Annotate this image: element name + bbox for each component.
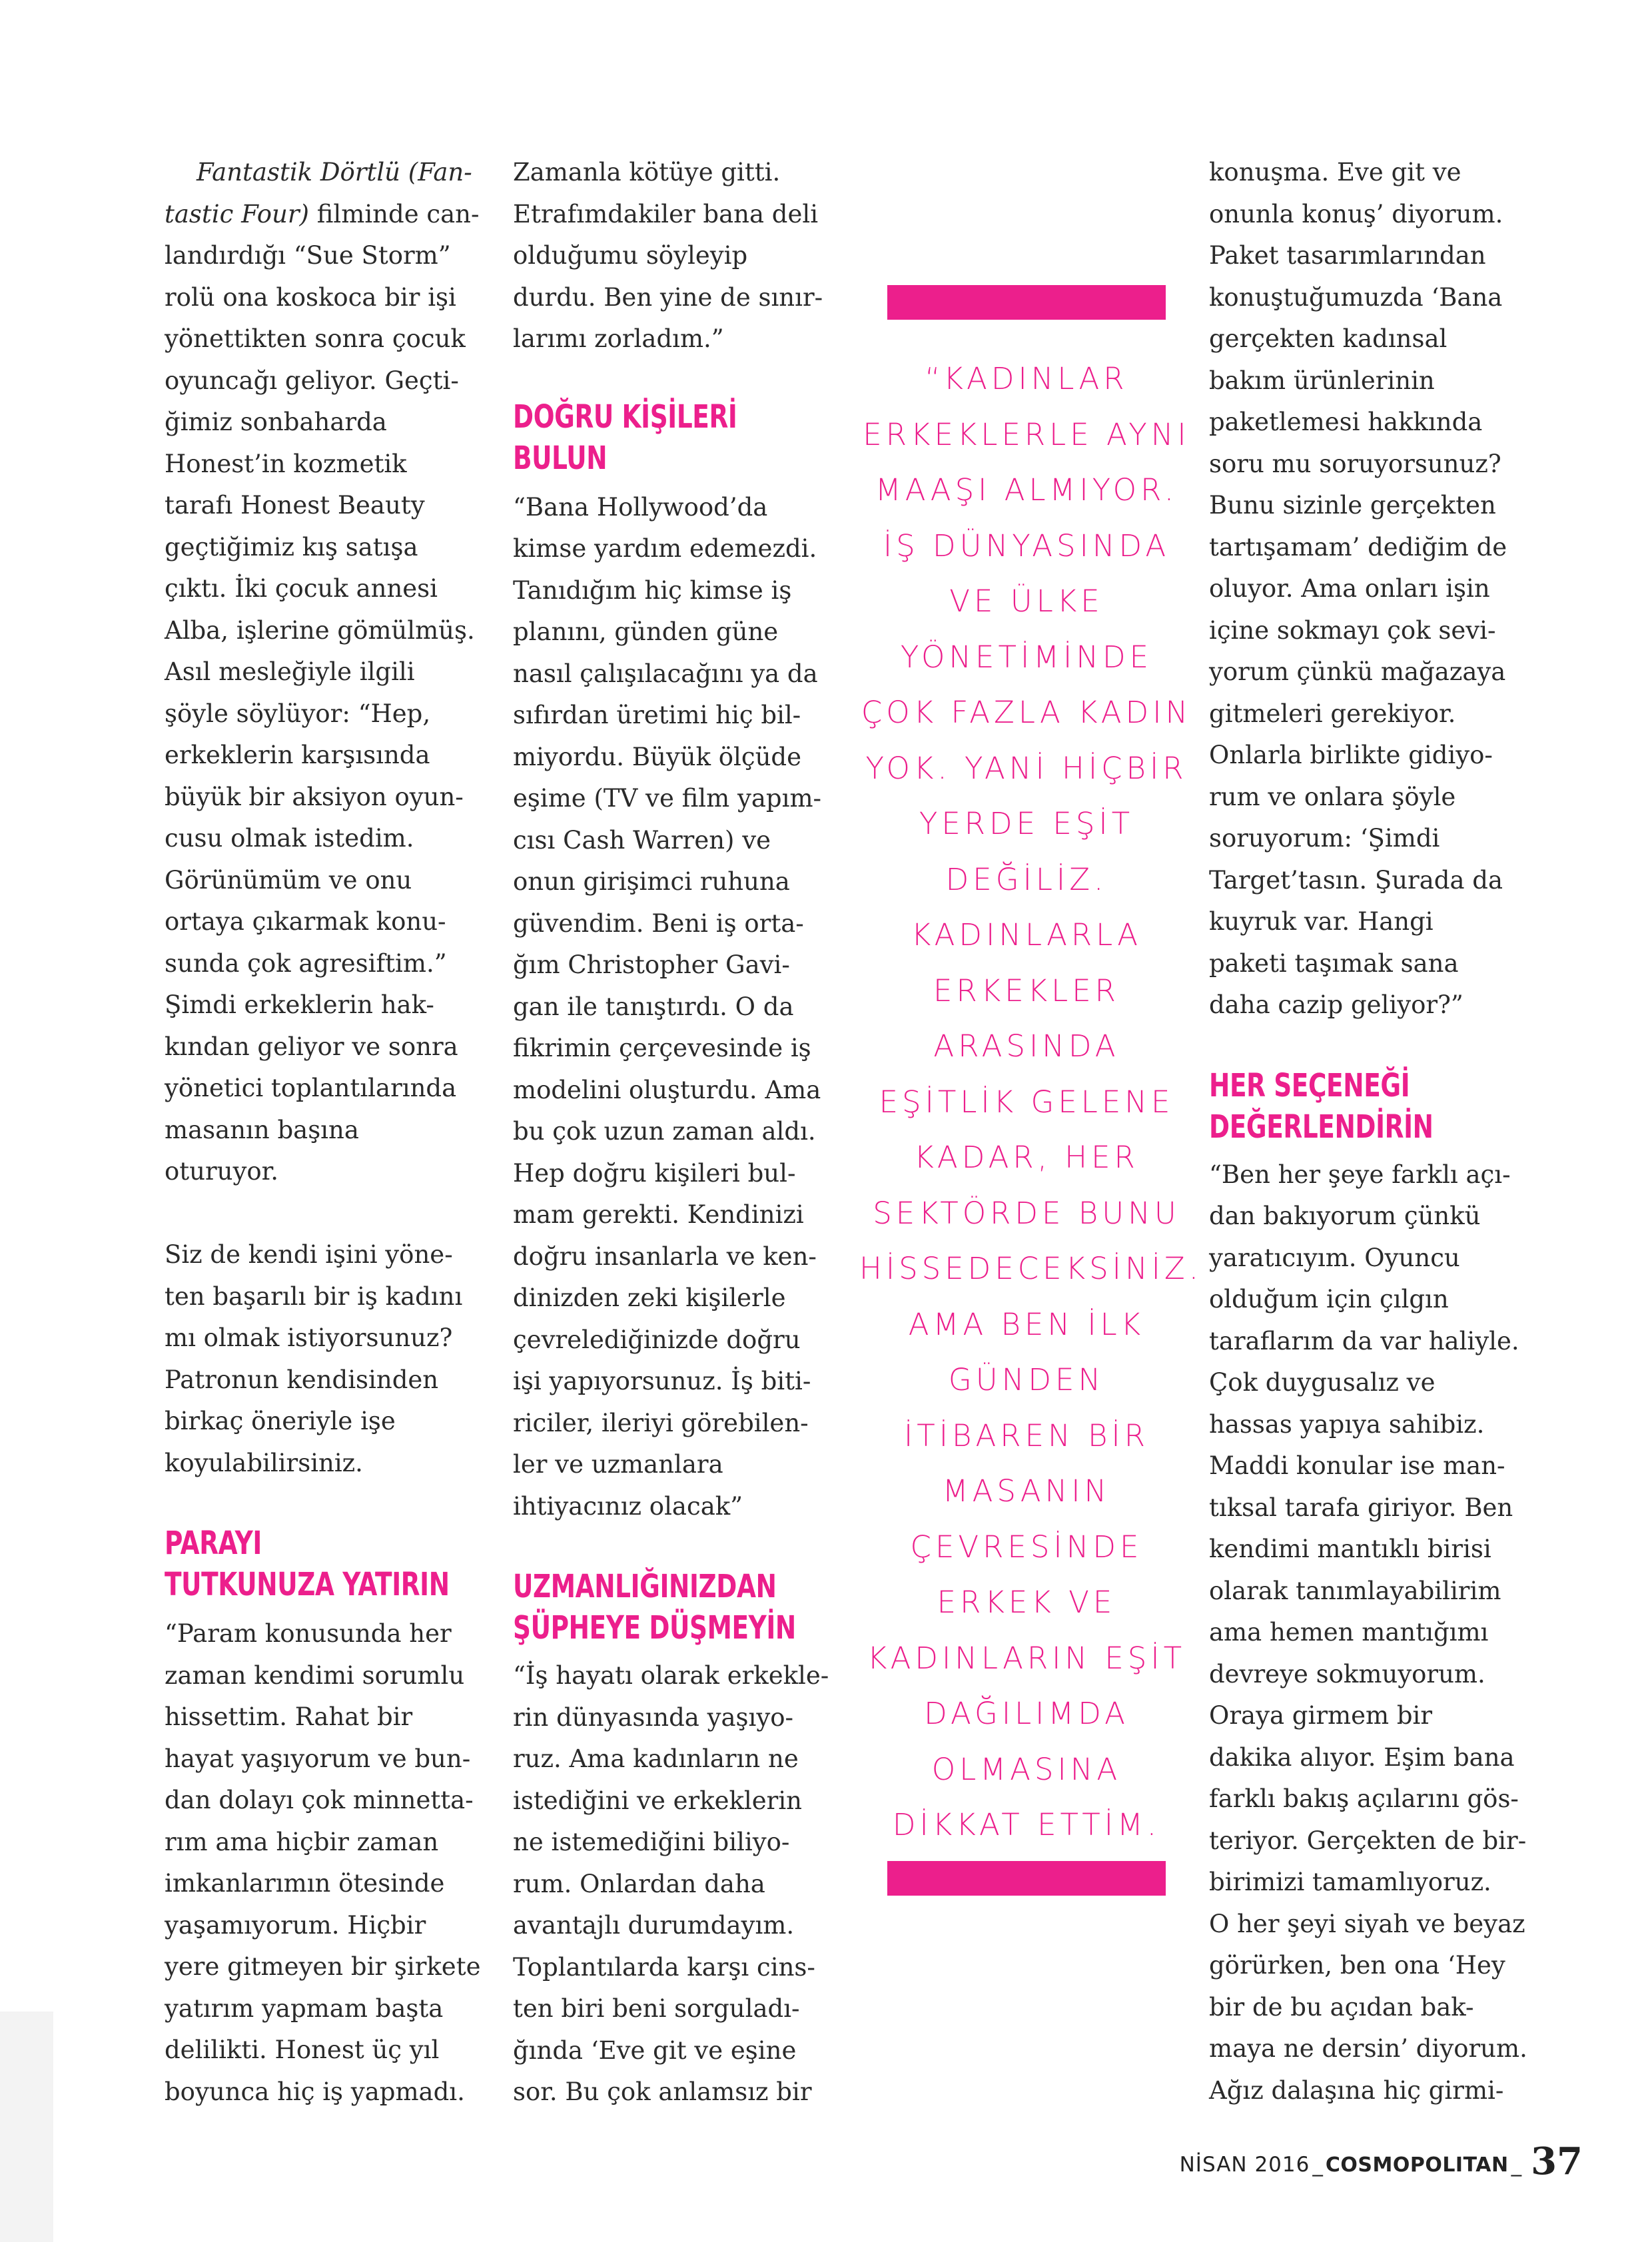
text-line: boyunca hiç iş yapmadı. [165, 2077, 465, 2106]
pullquote-line: KADINLARLA [911, 917, 1142, 952]
text-line: kimse yardım edemezdi. [513, 534, 817, 563]
pullquote-line: KADAR, HER [914, 1140, 1139, 1175]
paragraph-invitation [165, 1234, 478, 1484]
pullquote-line: DİKKAT ETTİM. [892, 1807, 1161, 1842]
column-1 [165, 152, 481, 2113]
text-run: oyuncağı geliyor. Geçti- [165, 366, 459, 395]
subheading-line: ŞÜPHEYE DÜŞMEYİN [513, 1609, 796, 1647]
text-line: miyordu. Büyük ölçüde [513, 742, 801, 771]
paragraph-money [165, 1613, 481, 2113]
text-line: “Bana Hollywood’da [513, 492, 768, 522]
subheading-line: HER SEÇENEĞİ [1209, 1066, 1410, 1104]
text-run: tarafı Honest Beauty [165, 491, 425, 520]
text-run: Görünümüm ve onu [165, 865, 412, 895]
text-line: bir de bu açıdan bak- [1209, 1992, 1474, 2022]
text-line: bu çok uzun zaman aldı. [513, 1117, 816, 1146]
text-line [165, 485, 478, 527]
text-line [165, 777, 478, 819]
text-line: Paket tasarımlarından [1209, 241, 1486, 270]
text-line: devreye sokmuyorum. [1209, 1659, 1485, 1688]
pullquote-line: MAAŞI ALMIYOR. [875, 472, 1178, 508]
text-run: cusu olmak istedim. [165, 824, 414, 853]
text-line [165, 1068, 478, 1110]
text-run: erkeklerin karşısında [165, 741, 430, 769]
pullquote-line: OLMASINA [931, 1751, 1122, 1787]
text-line: birkaç öneriyle işe [165, 1407, 396, 1435]
text-line: durdu. Ben yine de sınır- [513, 282, 823, 312]
text-line [165, 901, 478, 943]
text-line: konuşma. Eve git ve [1209, 158, 1461, 187]
text-line [165, 860, 478, 902]
text-line: nasıl çalışılacağını ya da [513, 659, 818, 688]
pullquote-line: ERKEK VE [937, 1585, 1116, 1620]
text-line: gitmeleri gerekiyor. [1209, 699, 1456, 728]
text-line: olduğum için çılgın [1209, 1285, 1449, 1313]
text-line: çevrelediğinizde doğru [513, 1325, 801, 1354]
text-run: yönettikten sonra çocuk [165, 324, 466, 353]
text-line: gan ile tanıştırdı. O da [513, 992, 794, 1021]
text-line: onunla konuş’ diyorum. [1209, 199, 1503, 228]
text-line: Ağız dalaşına hiç girmi- [1209, 2075, 1504, 2105]
page-edge-shadow [0, 2012, 53, 2242]
subheading-line: DOĞRU KİŞİLERİ [513, 398, 737, 436]
text-run: sunda çok agresiftim.” [165, 948, 447, 978]
text-run: ortaya çıkarmak konu- [165, 907, 446, 936]
text-run: büyük bir aksiyon oyun- [165, 782, 464, 811]
subheading-her-secenegi-degerlendirin [1209, 1065, 1522, 1148]
text-line: soruyorum: ‘Şimdi [1209, 824, 1440, 853]
subheading-line: TUTKUNUZA YATIRIN [165, 1566, 450, 1603]
text-line [165, 735, 478, 777]
text-line: birimizi tamamlıyoruz. [1209, 1868, 1491, 1896]
text-run: filminde can- [308, 199, 480, 228]
text-line: ama hemen mantığımı [1209, 1618, 1489, 1647]
folio-separator: _ [1312, 2153, 1323, 2177]
text-line: soru mu soruyorsunuz? [1209, 449, 1501, 478]
text-line: Siz de kendi işini yöne- [165, 1240, 453, 1269]
text-line: paketlemesi hakkında [1209, 408, 1483, 436]
pullquote-line: “KADINLAR [925, 361, 1128, 396]
text-line: Maddi konular ise man- [1209, 1451, 1505, 1480]
text-line: riciler, ileriyi görebilen- [513, 1408, 809, 1437]
text-line: teriyor. Gerçekten de bir- [1209, 1826, 1527, 1855]
text-line: taraflarım da var haliyle. [1209, 1326, 1519, 1355]
text-line: ğında ‘Eve git ve eşine [513, 2036, 797, 2065]
pullquote-line: ERKEKLER [933, 972, 1120, 1008]
pullquote-line: ÇEVRESİNDE [910, 1529, 1143, 1565]
text-line: kendimi mantıklı birisi [1209, 1535, 1491, 1563]
text-line: dakika alıyor. Eşim bana [1209, 1742, 1515, 1772]
page-folio [1180, 2139, 1583, 2183]
paragraph-packaging [1209, 152, 1522, 1026]
text-line [165, 818, 478, 860]
paragraph-right-people [513, 487, 826, 1528]
issue-month: NİSAN 2016 [1179, 2153, 1310, 2177]
text-line: avantajlı durumdayım. [513, 1911, 795, 1940]
text-line: ne istemediğini biliyo- [513, 1828, 790, 1856]
subheading-line: BULUN [513, 439, 608, 477]
pullquote-line: İŞ DÜNYASINDA [883, 528, 1170, 563]
text-line: yaratıcıyım. Oyuncu [1209, 1243, 1460, 1272]
pullquote-line: EŞİTLİK GELENE [879, 1084, 1174, 1120]
text-run: yönetici toplantılarında [165, 1074, 457, 1102]
text-line [165, 277, 478, 319]
text-run: Şimdi erkeklerin hak- [165, 990, 434, 1019]
text-line: güvendim. Beni iş orta- [513, 909, 804, 938]
pullquote-line: ERKEKLERLE AYNI [863, 416, 1190, 452]
text-line: kuyruk var. Hangi [1209, 907, 1434, 936]
subheading-uzmanliginizdan-supheye-dusmeyin [513, 1566, 826, 1649]
text-run: Asıl mesleğiyle ilgili [165, 657, 415, 686]
paragraph-perspectives [1209, 1154, 1527, 2112]
text-line: delilikti. Honest üç yıl [165, 2036, 440, 2064]
text-line: paketi taşımak sana [1209, 948, 1459, 978]
text-line [165, 693, 478, 735]
text-run: ğimiz sonbaharda [165, 408, 387, 436]
pullquote-line: ÇOK FAZLA KADIN [861, 695, 1192, 730]
text-line: imkanlarımın ötesinde [165, 1869, 445, 1898]
text-line [165, 444, 478, 486]
page-number: 37 [1531, 2139, 1583, 2183]
text-line: Patronun kendisinden [165, 1365, 439, 1394]
text-line: onun girişimci ruhuna [513, 867, 790, 896]
text-line: sıfırdan üretimi hiç bil- [513, 701, 801, 729]
paragraph-expertise [513, 1655, 829, 2113]
column-2 [513, 152, 829, 2113]
text-run: Honest’in kozmetik [165, 449, 407, 478]
text-line: sor. Bu çok anlamsız bir [513, 2077, 812, 2106]
text-line: dan dolayı çok minnetta- [165, 1786, 474, 1814]
pullquote-line: AMA BEN İLK [908, 1306, 1145, 1342]
text-run: çıktı. İki çocuk annesi [165, 574, 438, 603]
intro-paragraph [165, 152, 478, 1193]
pullquote [859, 351, 1203, 1853]
text-run: rolü ona koskoca bir işi [165, 282, 456, 312]
text-line [165, 1026, 478, 1068]
text-line: maya ne dersin’ diyorum. [1209, 2034, 1527, 2063]
text-line: işi yapıyorsunuz. İş biti- [513, 1367, 811, 1395]
column-4 [1209, 152, 1527, 2111]
text-line: tıksal tarafa giriyor. Ben [1209, 1493, 1513, 1522]
text-line: gerçekten kadınsal [1209, 324, 1447, 353]
text-line: Çok duygusalız ve [1209, 1368, 1436, 1397]
text-line [165, 1151, 478, 1193]
text-line [165, 194, 478, 236]
text-line: hayat yaşıyorum ve bun- [165, 1744, 471, 1773]
text-run: kından geliyor ve sonra [165, 1032, 458, 1061]
text-line: ler ve uzmanlara [513, 1450, 723, 1479]
text-line: istediğini ve erkeklerin [513, 1786, 803, 1815]
text-line: eşime (TV ve film yapım- [513, 784, 822, 813]
text-line: Target’tasın. Şurada da [1209, 865, 1503, 895]
text-line [165, 402, 478, 444]
text-line: rum. Onlardan daha [513, 1869, 765, 1898]
text-line: dan bakıyorum çünkü [1209, 1202, 1481, 1230]
text-line: Zamanla kötüye gitti. [513, 158, 781, 187]
pullquote-line: YÖNETİMİNDE [900, 639, 1153, 675]
text-line: yere gitmeyen bir şirkete [165, 1952, 481, 1981]
text-line: ten biri beni sorguladı- [513, 1994, 800, 2023]
text-line: içine sokmayı çok sevi- [1209, 615, 1496, 645]
text-line: yorum çünkü mağazaya [1209, 657, 1506, 686]
text-line: koyulabilirsiniz. [165, 1448, 363, 1477]
pullquote-line: ARASINDA [933, 1028, 1120, 1064]
text-line: Hep doğru kişileri bul- [513, 1158, 796, 1188]
text-line: “Ben her şeye farklı açı- [1209, 1160, 1511, 1189]
text-line: Tanıdığım hiç kimse iş [513, 575, 792, 605]
text-line: yaşamıyorum. Hiçbir [165, 1910, 426, 1940]
text-line: dinizden zeki kişilerle [513, 1284, 786, 1312]
text-line: daha cazip geliyor?” [1209, 990, 1463, 1019]
subheading-dogru-kisileri-bulun [513, 396, 826, 479]
text-line: doğru insanlarla ve ken- [513, 1242, 817, 1271]
text-line: mı olmak istiyorsunuz? [165, 1323, 453, 1352]
text-line: modelini oluşturdu. Ama [513, 1075, 821, 1104]
text-line: konuştuğumuzda ‘Bana [1209, 282, 1503, 312]
pullquote-line: KADINLARIN EŞİT [867, 1640, 1186, 1676]
text-line [165, 943, 478, 985]
text-line: fikrimin çerçevesinde iş [513, 1034, 811, 1062]
subheading-line: UZMANLIĞINIZDAN [513, 1568, 777, 1605]
film-title: Fantastik Dörtlü (Fan- [197, 158, 472, 187]
subheading-parayi-tutkunuza-yatirin [165, 1523, 478, 1605]
text-line [165, 318, 478, 360]
text-line: olduğumu söyleyip [513, 241, 748, 270]
folio-separator-2: _ [1511, 2153, 1522, 2177]
text-line: ihtiyacınız olacak” [513, 1491, 743, 1521]
text-line: farklı bakış açılarını gös- [1209, 1784, 1519, 1813]
text-run: landırdığı “Sue Storm” [165, 241, 451, 270]
pullquote-line: MASANIN [942, 1473, 1111, 1509]
text-line: hissettim. Rahat bir [165, 1702, 413, 1731]
text-line: larımı zorladım.” [513, 324, 724, 353]
text-line: mam gerekti. Kendinizi [513, 1200, 804, 1229]
text-line [165, 984, 478, 1026]
subheading-line: DEĞERLENDİRİN [1209, 1108, 1434, 1146]
magazine-name: COSMOPOLITAN [1325, 2153, 1509, 2177]
text-line: cısı Cash Warren) ve [513, 825, 771, 855]
pullquote-line: VE ÜLKE [949, 583, 1104, 619]
text-line [165, 651, 478, 693]
text-run: şöyle söylüyor: “Hep, [165, 699, 431, 728]
pullquote-line: HİSSEDECEKSİNİZ. [859, 1251, 1203, 1286]
text-line: planını, günden güne [513, 617, 779, 646]
text-line: ruz. Ama kadınların ne [513, 1744, 799, 1773]
text-line: zaman kendimi sorumlu [165, 1661, 465, 1690]
pullquote-line: SEKTÖRDE BUNU [873, 1195, 1180, 1231]
text-line: “Param konusunda her [165, 1619, 452, 1648]
text-line: Oraya girmem bir [1209, 1701, 1433, 1730]
text-line: ten başarılı bir iş kadını [165, 1282, 463, 1311]
subheading-line: PARAYI [165, 1525, 262, 1562]
text-run: Alba, işlerine gömülmüş. [165, 615, 475, 645]
pullquote-top-bar [887, 285, 1166, 320]
text-line [165, 527, 478, 569]
pullquote-line: DEĞİLİZ. [945, 861, 1108, 897]
text-line [165, 610, 478, 652]
text-line: Bunu sizinle gerçekten [1209, 491, 1496, 520]
film-title: tastic Four) [165, 199, 309, 228]
text-line: Onlarla birlikte gidiyo- [1209, 741, 1493, 769]
text-line: “İş hayatı olarak erkekle- [513, 1661, 829, 1690]
text-line: ğım Christopher Gavi- [513, 950, 790, 979]
text-line [165, 235, 478, 277]
text-line: rin dünyasında yaşıyo- [513, 1702, 794, 1732]
paragraph-continued [513, 152, 826, 360]
text-line: tartışamam’ dediğim de [1209, 532, 1507, 561]
pullquote-line: YERDE EŞİT [919, 806, 1134, 841]
text-run: geçtiğimiz kış satışa [165, 532, 418, 561]
text-line: bakım ürünlerinin [1209, 366, 1435, 395]
text-run: masanın başına [165, 1115, 359, 1144]
text-line: görürken, ben ona ‘Hey [1209, 1951, 1505, 1980]
pullquote-bottom-bar [887, 1861, 1166, 1896]
text-line: hassas yapıya sahibiz. [1209, 1409, 1485, 1439]
text-line: Etrafımdakiler bana deli [513, 199, 819, 228]
text-line: olarak tanımlayabilirim [1209, 1576, 1501, 1605]
text-line: yatırım yapmam başta [165, 1994, 444, 2023]
text-line [165, 568, 478, 610]
pullquote-line: GÜNDEN [948, 1362, 1105, 1397]
pullquote-line: İTİBAREN BİR [904, 1417, 1149, 1453]
text-line [165, 360, 478, 402]
text-line: oluyor. Ama onları işin [1209, 574, 1490, 603]
text-run: oturuyor. [165, 1157, 279, 1186]
text-line: rum ve onlara şöyle [1209, 782, 1456, 811]
text-line: Toplantılarda karşı cins- [513, 1952, 815, 1982]
text-line [165, 1110, 478, 1152]
pullquote-line: DAĞILIMDA [924, 1696, 1129, 1731]
text-line [165, 152, 478, 194]
pullquote-line: YOK. YANİ HİÇBİR [865, 750, 1188, 786]
text-line: O her şeyi siyah ve beyaz [1209, 1909, 1525, 1938]
text-line: rım ama hiçbir zaman [165, 1827, 439, 1856]
